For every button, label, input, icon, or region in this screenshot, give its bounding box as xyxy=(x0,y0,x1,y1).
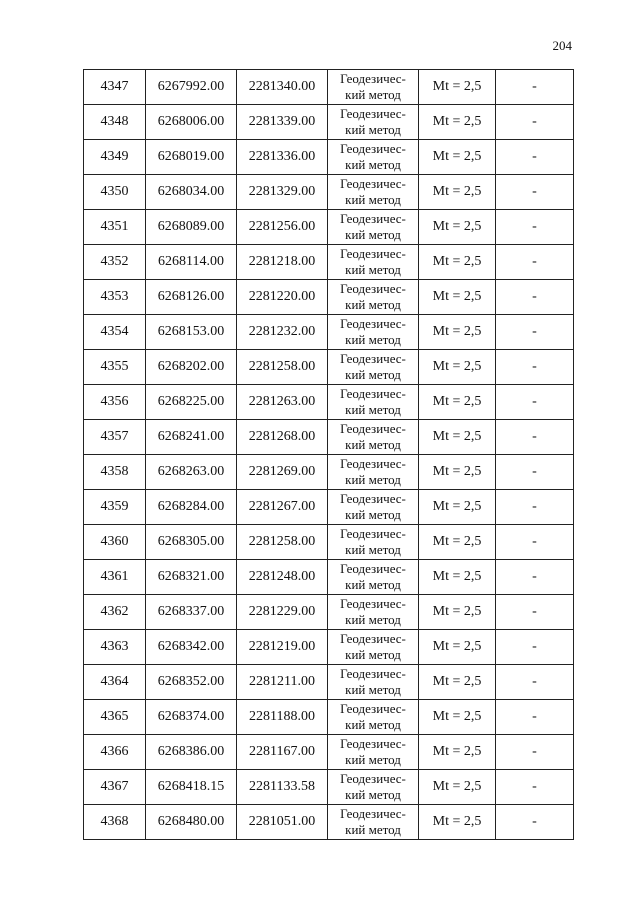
accuracy-cell: Mt = 2,5 xyxy=(419,665,496,700)
y-coordinate-cell: 2281263.00 xyxy=(237,385,328,420)
method-cell: Геодезичес- кий метод xyxy=(328,665,419,700)
x-coordinate-cell: 6268126.00 xyxy=(146,280,237,315)
note-cell: - xyxy=(496,700,574,735)
point-number-cell: 4366 xyxy=(84,735,146,770)
method-cell: Геодезичес- кий метод xyxy=(328,175,419,210)
accuracy-cell: Mt = 2,5 xyxy=(419,770,496,805)
y-coordinate-cell: 2281339.00 xyxy=(237,105,328,140)
note-cell: - xyxy=(496,805,574,840)
accuracy-cell: Mt = 2,5 xyxy=(419,525,496,560)
point-number-cell: 4361 xyxy=(84,560,146,595)
y-coordinate-cell: 2281256.00 xyxy=(237,210,328,245)
note-cell: - xyxy=(496,560,574,595)
x-coordinate-cell: 6268019.00 xyxy=(146,140,237,175)
table-row xyxy=(84,140,574,175)
method-cell: Геодезичес- кий метод xyxy=(328,70,419,105)
point-number-cell: 4368 xyxy=(84,805,146,840)
accuracy-cell: Mt = 2,5 xyxy=(419,350,496,385)
note-cell: - xyxy=(496,490,574,525)
y-coordinate-cell: 2281220.00 xyxy=(237,280,328,315)
point-number-cell: 4364 xyxy=(84,665,146,700)
point-number-cell: 4351 xyxy=(84,210,146,245)
note-cell: - xyxy=(496,455,574,490)
table-row xyxy=(84,770,574,805)
point-number-cell: 4353 xyxy=(84,280,146,315)
note-cell: - xyxy=(496,210,574,245)
accuracy-cell: Mt = 2,5 xyxy=(419,280,496,315)
method-cell: Геодезичес- кий метод xyxy=(328,700,419,735)
table-row xyxy=(84,315,574,350)
point-number-cell: 4360 xyxy=(84,525,146,560)
y-coordinate-cell: 2281248.00 xyxy=(237,560,328,595)
y-coordinate-cell: 2281336.00 xyxy=(237,140,328,175)
y-coordinate-cell: 2281232.00 xyxy=(237,315,328,350)
point-number-cell: 4365 xyxy=(84,700,146,735)
point-number-cell: 4348 xyxy=(84,105,146,140)
x-coordinate-cell: 6268284.00 xyxy=(146,490,237,525)
point-number-cell: 4358 xyxy=(84,455,146,490)
x-coordinate-cell: 6268089.00 xyxy=(146,210,237,245)
table-row xyxy=(84,525,574,560)
accuracy-cell: Mt = 2,5 xyxy=(419,70,496,105)
method-cell: Геодезичес- кий метод xyxy=(328,525,419,560)
table-row xyxy=(84,70,574,105)
accuracy-cell: Mt = 2,5 xyxy=(419,175,496,210)
point-number-cell: 4349 xyxy=(84,140,146,175)
method-cell: Геодезичес- кий метод xyxy=(328,280,419,315)
point-number-cell: 4350 xyxy=(84,175,146,210)
table-row xyxy=(84,490,574,525)
point-number-cell: 4347 xyxy=(84,70,146,105)
note-cell: - xyxy=(496,105,574,140)
accuracy-cell: Mt = 2,5 xyxy=(419,105,496,140)
point-number-cell: 4359 xyxy=(84,490,146,525)
accuracy-cell: Mt = 2,5 xyxy=(419,385,496,420)
method-cell: Геодезичес- кий метод xyxy=(328,210,419,245)
table-row xyxy=(84,175,574,210)
x-coordinate-cell: 6268342.00 xyxy=(146,630,237,665)
table-row xyxy=(84,595,574,630)
method-cell: Геодезичес- кий метод xyxy=(328,595,419,630)
table-row xyxy=(84,210,574,245)
accuracy-cell: Mt = 2,5 xyxy=(419,595,496,630)
note-cell: - xyxy=(496,245,574,280)
accuracy-cell: Mt = 2,5 xyxy=(419,560,496,595)
point-number-cell: 4357 xyxy=(84,420,146,455)
table-row xyxy=(84,665,574,700)
accuracy-cell: Mt = 2,5 xyxy=(419,315,496,350)
method-cell: Геодезичес- кий метод xyxy=(328,735,419,770)
y-coordinate-cell: 2281133.58 xyxy=(237,770,328,805)
x-coordinate-cell: 6267992.00 xyxy=(146,70,237,105)
y-coordinate-cell: 2281167.00 xyxy=(237,735,328,770)
y-coordinate-cell: 2281340.00 xyxy=(237,70,328,105)
table-row xyxy=(84,805,574,840)
x-coordinate-cell: 6268480.00 xyxy=(146,805,237,840)
y-coordinate-cell: 2281268.00 xyxy=(237,420,328,455)
note-cell: - xyxy=(496,420,574,455)
method-cell: Геодезичес- кий метод xyxy=(328,315,419,350)
table-row xyxy=(84,245,574,280)
y-coordinate-cell: 2281267.00 xyxy=(237,490,328,525)
table-row xyxy=(84,700,574,735)
y-coordinate-cell: 2281219.00 xyxy=(237,630,328,665)
coordinates-table-body xyxy=(84,70,574,840)
point-number-cell: 4356 xyxy=(84,385,146,420)
point-number-cell: 4363 xyxy=(84,630,146,665)
accuracy-cell: Mt = 2,5 xyxy=(419,210,496,245)
accuracy-cell: Mt = 2,5 xyxy=(419,455,496,490)
page-number: 204 xyxy=(552,38,572,53)
y-coordinate-cell: 2281229.00 xyxy=(237,595,328,630)
table-row xyxy=(84,385,574,420)
note-cell: - xyxy=(496,140,574,175)
method-cell: Геодезичес- кий метод xyxy=(328,350,419,385)
accuracy-cell: Mt = 2,5 xyxy=(419,630,496,665)
accuracy-cell: Mt = 2,5 xyxy=(419,140,496,175)
x-coordinate-cell: 6268263.00 xyxy=(146,455,237,490)
table-row xyxy=(84,350,574,385)
x-coordinate-cell: 6268337.00 xyxy=(146,595,237,630)
note-cell: - xyxy=(496,735,574,770)
method-cell: Геодезичес- кий метод xyxy=(328,560,419,595)
note-cell: - xyxy=(496,770,574,805)
note-cell: - xyxy=(496,315,574,350)
coordinates-table xyxy=(83,69,574,840)
table-row xyxy=(84,280,574,315)
note-cell: - xyxy=(496,350,574,385)
accuracy-cell: Mt = 2,5 xyxy=(419,700,496,735)
method-cell: Геодезичес- кий метод xyxy=(328,805,419,840)
table-row xyxy=(84,105,574,140)
y-coordinate-cell: 2281218.00 xyxy=(237,245,328,280)
method-cell: Геодезичес- кий метод xyxy=(328,455,419,490)
note-cell: - xyxy=(496,595,574,630)
point-number-cell: 4354 xyxy=(84,315,146,350)
method-cell: Геодезичес- кий метод xyxy=(328,245,419,280)
x-coordinate-cell: 6268114.00 xyxy=(146,245,237,280)
accuracy-cell: Mt = 2,5 xyxy=(419,805,496,840)
note-cell: - xyxy=(496,665,574,700)
note-cell: - xyxy=(496,630,574,665)
point-number-cell: 4362 xyxy=(84,595,146,630)
note-cell: - xyxy=(496,280,574,315)
x-coordinate-cell: 6268305.00 xyxy=(146,525,237,560)
accuracy-cell: Mt = 2,5 xyxy=(419,490,496,525)
table-row xyxy=(84,420,574,455)
note-cell: - xyxy=(496,175,574,210)
note-cell: - xyxy=(496,385,574,420)
accuracy-cell: Mt = 2,5 xyxy=(419,420,496,455)
x-coordinate-cell: 6268386.00 xyxy=(146,735,237,770)
x-coordinate-cell: 6268321.00 xyxy=(146,560,237,595)
x-coordinate-cell: 6268202.00 xyxy=(146,350,237,385)
note-cell: - xyxy=(496,525,574,560)
accuracy-cell: Mt = 2,5 xyxy=(419,245,496,280)
y-coordinate-cell: 2281329.00 xyxy=(237,175,328,210)
x-coordinate-cell: 6268352.00 xyxy=(146,665,237,700)
accuracy-cell: Mt = 2,5 xyxy=(419,735,496,770)
point-number-cell: 4352 xyxy=(84,245,146,280)
x-coordinate-cell: 6268225.00 xyxy=(146,385,237,420)
method-cell: Геодезичес- кий метод xyxy=(328,420,419,455)
method-cell: Геодезичес- кий метод xyxy=(328,490,419,525)
point-number-cell: 4367 xyxy=(84,770,146,805)
method-cell: Геодезичес- кий метод xyxy=(328,105,419,140)
x-coordinate-cell: 6268374.00 xyxy=(146,700,237,735)
y-coordinate-cell: 2281188.00 xyxy=(237,700,328,735)
table-row xyxy=(84,630,574,665)
note-cell: - xyxy=(496,70,574,105)
y-coordinate-cell: 2281051.00 xyxy=(237,805,328,840)
x-coordinate-cell: 6268034.00 xyxy=(146,175,237,210)
y-coordinate-cell: 2281258.00 xyxy=(237,525,328,560)
y-coordinate-cell: 2281258.00 xyxy=(237,350,328,385)
x-coordinate-cell: 6268153.00 xyxy=(146,315,237,350)
y-coordinate-cell: 2281269.00 xyxy=(237,455,328,490)
table-row xyxy=(84,560,574,595)
method-cell: Геодезичес- кий метод xyxy=(328,630,419,665)
method-cell: Геодезичес- кий метод xyxy=(328,770,419,805)
x-coordinate-cell: 6268241.00 xyxy=(146,420,237,455)
y-coordinate-cell: 2281211.00 xyxy=(237,665,328,700)
table-row xyxy=(84,735,574,770)
table-row xyxy=(84,455,574,490)
x-coordinate-cell: 6268418.15 xyxy=(146,770,237,805)
method-cell: Геодезичес- кий метод xyxy=(328,385,419,420)
point-number-cell: 4355 xyxy=(84,350,146,385)
method-cell: Геодезичес- кий метод xyxy=(328,140,419,175)
x-coordinate-cell: 6268006.00 xyxy=(146,105,237,140)
